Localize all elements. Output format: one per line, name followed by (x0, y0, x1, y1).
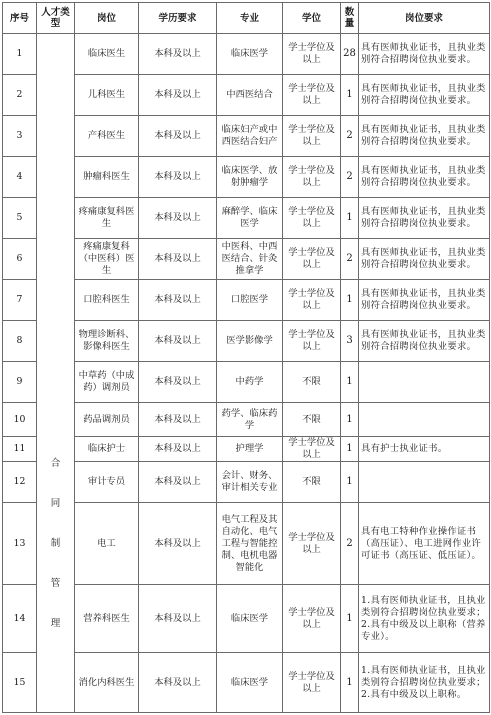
cell-index: 14 (3, 585, 37, 653)
cell-count: 3 (341, 321, 359, 362)
cell-requirement: 具有护士执业证书。 (359, 437, 490, 462)
cell-position: 电工 (75, 503, 139, 585)
cell-degree: 学士学位及以上 (283, 585, 341, 653)
cell-degree: 学士学位及以上 (283, 437, 341, 462)
cell-position: 物理诊断科、影像科医生 (75, 321, 139, 362)
table-row (3, 239, 490, 280)
cell-count: 1 (341, 280, 359, 321)
cell-index: 4 (3, 157, 37, 198)
cell-count: 2 (341, 239, 359, 280)
cell-requirement (359, 462, 490, 503)
cell-count: 1 (341, 437, 359, 462)
cell-requirement: 具有医师执业证书，且执业类别符合招聘岗位执业要求。 (359, 157, 490, 198)
header-degree: 学位 (283, 3, 341, 34)
cell-major: 中医科、中西医结合、针灸推拿学 (217, 239, 283, 280)
cell-major: 临床医学 (217, 585, 283, 653)
cell-count: 28 (341, 34, 359, 75)
talent-type-char: 制 (50, 537, 61, 549)
cell-degree: 学士学位及以上 (283, 198, 341, 239)
cell-education: 本科及以上 (139, 34, 217, 75)
cell-position: 药品调剂员 (75, 403, 139, 437)
cell-index: 6 (3, 239, 37, 280)
cell-requirement: 具有医师执业证书，且执业类别符合招聘岗位执业要求。 (359, 116, 490, 157)
cell-degree: 学士学位及以上 (283, 75, 341, 116)
header-major: 专业 (217, 3, 283, 34)
cell-education: 本科及以上 (139, 321, 217, 362)
cell-count: 2 (341, 116, 359, 157)
cell-major: 医学影像学 (217, 321, 283, 362)
cell-position: 消化内科医生 (75, 653, 139, 713)
cell-education: 本科及以上 (139, 116, 217, 157)
talent-type-char: 合 (50, 457, 61, 469)
header-education: 学历要求 (139, 3, 217, 34)
cell-major: 中西医结合 (217, 75, 283, 116)
cell-index: 9 (3, 362, 37, 403)
table-row (3, 462, 490, 503)
cell-major: 护理学 (217, 437, 283, 462)
table-row (3, 362, 490, 403)
table-row (3, 198, 490, 239)
cell-major: 药学、临床药学 (217, 403, 283, 437)
cell-count: 1 (341, 362, 359, 403)
cell-education: 本科及以上 (139, 503, 217, 585)
cell-requirement: 具有医师执业证书，且执业类别符合招聘岗位执业要求。 (359, 75, 490, 116)
table-row (3, 157, 490, 198)
cell-degree: 不限 (283, 462, 341, 503)
cell-requirement (359, 403, 490, 437)
table-row (3, 585, 490, 653)
cell-position: 疼痛康复科医生 (75, 198, 139, 239)
cell-index: 11 (3, 437, 37, 462)
cell-education: 本科及以上 (139, 157, 217, 198)
table-row (3, 34, 490, 75)
cell-requirement: 具有医师执业证书，且执业类别符合招聘岗位执业要求。 (359, 321, 490, 362)
talent-type-char: 同 (50, 497, 61, 509)
cell-education: 本科及以上 (139, 280, 217, 321)
cell-position: 中草药（中成药）调剂员 (75, 362, 139, 403)
cell-position: 审计专员 (75, 462, 139, 503)
cell-major: 临床医学 (217, 653, 283, 713)
cell-count: 1 (341, 75, 359, 116)
cell-major: 中药学 (217, 362, 283, 403)
cell-education: 本科及以上 (139, 437, 217, 462)
header-position: 岗位 (75, 3, 139, 34)
cell-major: 会计、财务、审计相关专业 (217, 462, 283, 503)
cell-degree: 不限 (283, 403, 341, 437)
table-row (3, 280, 490, 321)
cell-index: 15 (3, 653, 37, 713)
cell-index: 2 (3, 75, 37, 116)
recruitment-table (2, 2, 490, 713)
cell-requirement: 具有医师执业证书，且执业类别符合招聘岗位执业要求。 (359, 34, 490, 75)
cell-degree: 不限 (283, 362, 341, 403)
cell-major: 临床妇产或中西医结合妇产 (217, 116, 283, 157)
cell-position: 儿科医生 (75, 75, 139, 116)
cell-education: 本科及以上 (139, 403, 217, 437)
cell-requirement: 具有医师执业证书，且执业类别符合招聘岗位执业要求。 (359, 280, 490, 321)
header-talent-type: 人才类型 (37, 3, 75, 34)
cell-education: 本科及以上 (139, 239, 217, 280)
table-row (3, 503, 490, 585)
cell-count: 2 (341, 157, 359, 198)
cell-education: 本科及以上 (139, 462, 217, 503)
table-row (3, 437, 490, 462)
table-row (3, 75, 490, 116)
table-row (3, 403, 490, 437)
cell-count: 1 (341, 198, 359, 239)
cell-count: 1 (341, 462, 359, 503)
cell-degree: 学士学位及以上 (283, 503, 341, 585)
cell-position: 产科医生 (75, 116, 139, 157)
cell-degree: 学士学位及以上 (283, 157, 341, 198)
cell-position: 临床护士 (75, 437, 139, 462)
cell-major: 口腔医学 (217, 280, 283, 321)
cell-major: 麻醉学、临床医学 (217, 198, 283, 239)
table-row (3, 321, 490, 362)
cell-degree: 学士学位及以上 (283, 34, 341, 75)
cell-degree: 学士学位及以上 (283, 321, 341, 362)
cell-degree: 学士学位及以上 (283, 239, 341, 280)
table-row (3, 116, 490, 157)
cell-major: 临床医学 (217, 34, 283, 75)
cell-degree: 学士学位及以上 (283, 653, 341, 713)
cell-education: 本科及以上 (139, 362, 217, 403)
header-index: 序号 (3, 3, 37, 34)
cell-count: 1 (341, 403, 359, 437)
cell-index: 5 (3, 198, 37, 239)
cell-count: 2 (341, 503, 359, 585)
header-count: 数量 (341, 3, 359, 34)
cell-education: 本科及以上 (139, 198, 217, 239)
talent-type-char: 理 (50, 617, 61, 629)
cell-index: 10 (3, 403, 37, 437)
cell-count: 1 (341, 585, 359, 653)
header-requirement: 岗位要求 (359, 3, 490, 34)
cell-index: 12 (3, 462, 37, 503)
cell-position: 临床医生 (75, 34, 139, 75)
cell-major: 临床医学、放射肿瘤学 (217, 157, 283, 198)
cell-index: 8 (3, 321, 37, 362)
header-row (3, 3, 490, 34)
cell-count: 1 (341, 653, 359, 713)
cell-major: 电气工程及其自动化、电气工程与智能控制、电机电器智能化 (217, 503, 283, 585)
cell-education: 本科及以上 (139, 585, 217, 653)
cell-requirement: 1.具有医师执业证书，且执业类别符合招聘岗位执业要求；2.具有中级及以上职称（营养专业）。 (359, 585, 490, 653)
cell-index: 3 (3, 116, 37, 157)
cell-degree: 学士学位及以上 (283, 280, 341, 321)
cell-talent-type (37, 34, 75, 713)
cell-position: 疼痛康复科（中医科）医生 (75, 239, 139, 280)
cell-requirement: 具有医师执业证书，且执业类别符合招聘岗位执业要求。 (359, 198, 490, 239)
cell-requirement (359, 362, 490, 403)
cell-position: 口腔科医生 (75, 280, 139, 321)
cell-index: 1 (3, 34, 37, 75)
talent-type-char: 管 (50, 577, 61, 589)
cell-requirement: 具有电工特种作业操作证书（高压证）、电工进网作业许可证书（高压证、低压证）。 (359, 503, 490, 585)
cell-index: 13 (3, 503, 37, 585)
table-row (3, 653, 490, 713)
cell-requirement: 1.具有医师执业证书，且执业类别符合招聘岗位执业要求；2.具有中级及以上职称。 (359, 653, 490, 713)
cell-position: 肿瘤科医生 (75, 157, 139, 198)
cell-requirement: 具有医师执业证书，且执业类别符合招聘岗位执业要求。 (359, 239, 490, 280)
cell-education: 本科及以上 (139, 75, 217, 116)
cell-position: 营养科医生 (75, 585, 139, 653)
cell-education: 本科及以上 (139, 653, 217, 713)
cell-index: 7 (3, 280, 37, 321)
cell-degree: 学士学位及以上 (283, 116, 341, 157)
